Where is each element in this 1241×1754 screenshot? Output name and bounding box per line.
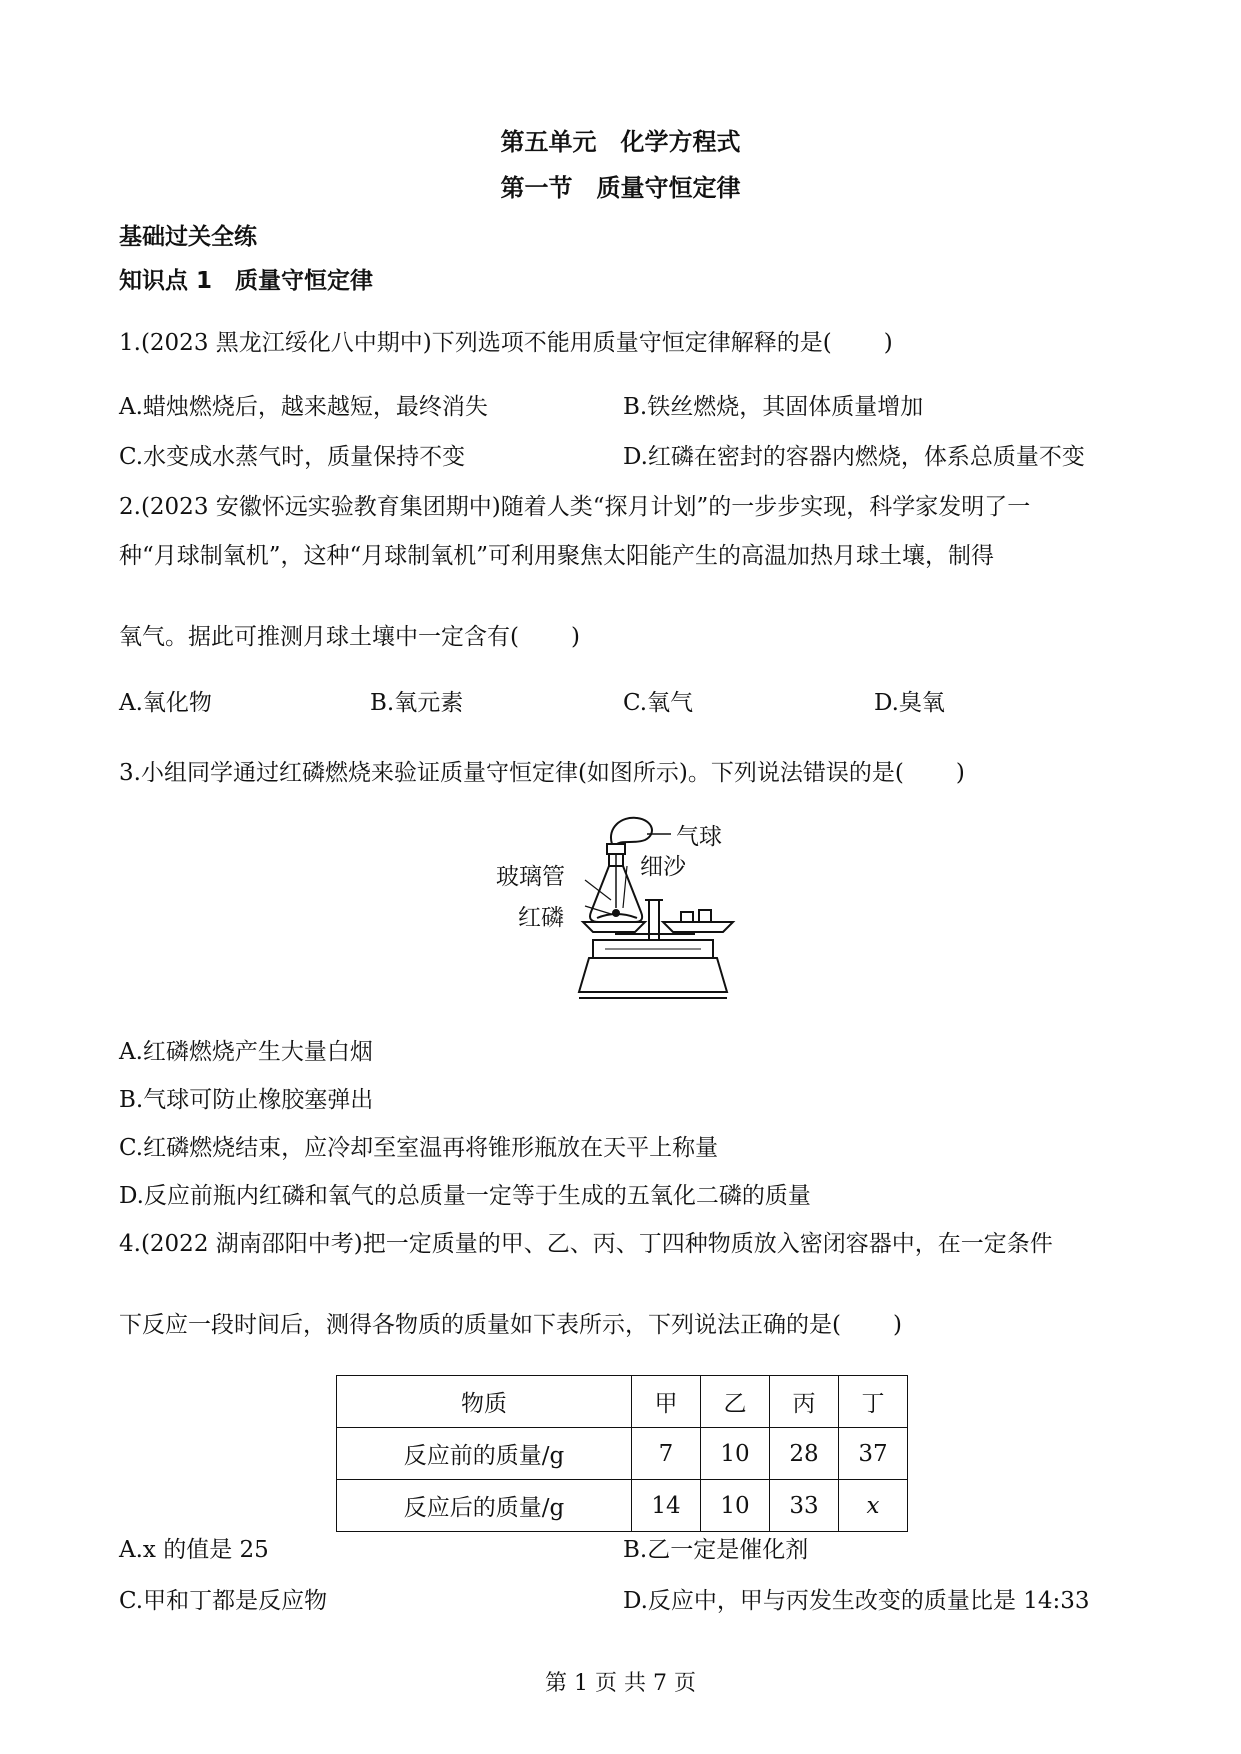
question-4-option-c: C.甲和丁都是反应物 [119,1588,328,1614]
table-cell: 10 [701,1428,770,1480]
question-2-stem-line-2: 种“月球制氧机”，这种“月球制氧机”可利用聚焦太阳能产生的高温加热月球土壤，制得 [119,543,995,569]
figure-label-red-phosphorus: 红磷 [518,905,564,931]
table-cell: 反应后的质量/g [337,1480,632,1532]
table-cell: 28 [770,1428,839,1480]
question-3-option-a: A.红磷燃烧产生大量白烟 [119,1039,373,1065]
table-cell: 7 [632,1428,701,1480]
table-cell: 乙 [701,1376,770,1428]
question-2-option-b: B.氧元素 [370,690,464,716]
practice-heading: 基础过关全练 [119,224,257,250]
table-cell: 37 [839,1428,908,1480]
question-2-option-c: C.氧气 [623,690,694,716]
question-4-stem-line-1: 4.(2022 湖南邵阳中考)把一定质量的甲、乙、丙、丁四种物质放入密闭容器中，在一定条件 [119,1231,1053,1257]
table-row [337,1428,908,1480]
question-3-option-c: C.红磷燃烧结束，应冷却至室温再将锥形瓶放在天平上称量 [119,1135,719,1161]
question-2-stem-line-1: 2.(2023 安徽怀远实验教育集团期中)随着人类“探月计划”的一步步实现，科学家发明了一 [119,494,1031,520]
knowledge-point-heading: 知识点 1 质量守恒定律 [119,268,374,294]
question-2-stem-line-3: 氧气。据此可推测月球土壤中一定含有( ) [119,624,580,650]
section-title: 第一节 质量守恒定律 [500,174,741,202]
question-4-option-b: B.乙一定是催化剂 [623,1537,809,1563]
question-1-option-a: A.蜡烛燃烧后，越来越短，最终消失 [119,394,488,420]
question-3-option-b: B.气球可防止橡胶塞弹出 [119,1087,374,1113]
question-1-stem: 1.(2023 黑龙江绥化八中期中)下列选项不能用质量守恒定律解释的是( ) [119,330,893,356]
question-1-option-b: B.铁丝燃烧，其固体质量增加 [623,394,924,420]
question-4-stem-line-2: 下反应一段时间后，测得各物质的质量如下表所示，下列说法正确的是( ) [119,1312,902,1338]
question-3-stem: 3.小组同学通过红磷燃烧来验证质量守恒定律(如图所示)。下列说法错误的是( ) [119,760,965,786]
unit-title: 第五单元 化学方程式 [500,128,741,156]
question-2-option-a: A.氧化物 [119,690,212,716]
table-cell: x [839,1480,908,1532]
table-header-row [337,1376,908,1428]
table-row [337,1480,908,1532]
table-cell: 10 [701,1480,770,1532]
page-footer: 第 1 页 共 7 页 [545,1671,696,1696]
question-2-option-d: D.臭氧 [874,690,945,716]
question-4-option-a: A.x 的值是 25 [119,1537,269,1563]
question-1-option-c: C.水变成水蒸气时，质量保持不变 [119,444,466,470]
table-cell: 14 [632,1480,701,1532]
table-cell: 丙 [770,1376,839,1428]
figure-label-sand: 细沙 [640,854,686,880]
mass-table [336,1375,908,1532]
figure-label-balloon: 气球 [676,824,722,850]
table-cell: 丁 [839,1376,908,1428]
table-cell: 反应前的质量/g [337,1428,632,1480]
table-cell: 33 [770,1480,839,1532]
table-cell: 甲 [632,1376,701,1428]
figure-label-glass-tube: 玻璃管 [496,864,565,890]
question-1-option-d: D.红磷在密封的容器内燃烧，体系总质量不变 [623,444,1085,470]
question-3-option-d: D.反应前瓶内红磷和氧气的总质量一定等于生成的五氧化二磷的质量 [119,1183,811,1209]
question-4-option-d: D.反应中，甲与丙发生改变的质量比是 14:33 [623,1588,1090,1614]
table-cell: 物质 [337,1376,632,1428]
